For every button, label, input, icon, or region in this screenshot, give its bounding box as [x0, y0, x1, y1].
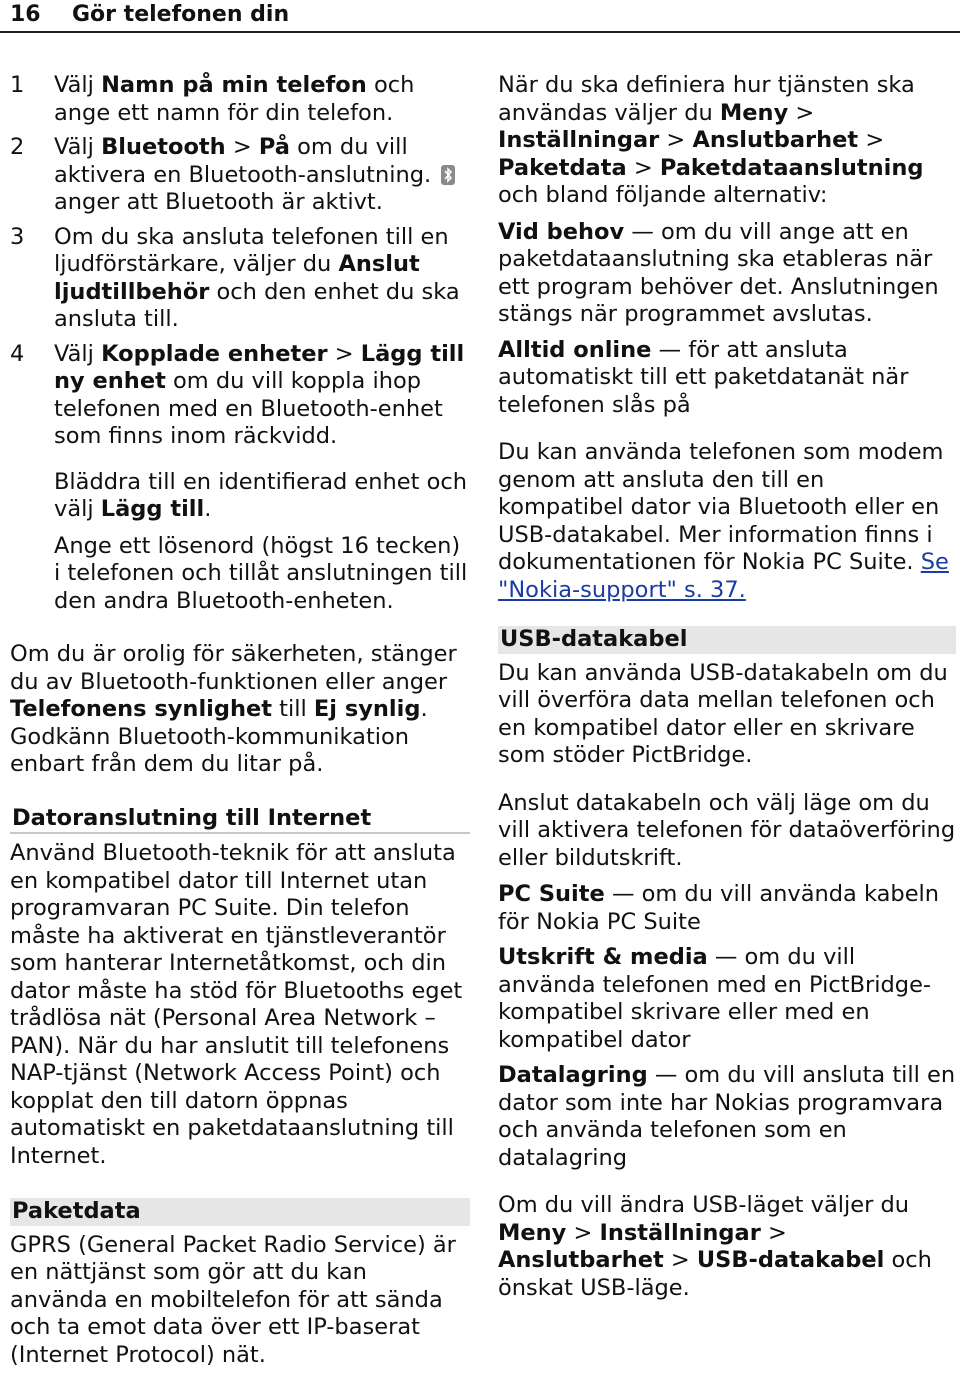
option-term: Alltid online [498, 336, 652, 363]
page-header [0, 0, 960, 33]
ui-term: Kopplade enheter [101, 340, 328, 367]
ui-term: Inställningar [599, 1219, 761, 1246]
ui-term: Meny [719, 99, 789, 126]
step-number: 1 [10, 72, 25, 98]
paketdata-paragraph: GPRS (General Packet Radio Service) är en nättjänst som gör att du kan använda en mobiltelefon för att sända och ta emot data över ett IP-baserat (Internet Protocol) nät. [10, 1231, 456, 1368]
ui-term: Bluetooth [101, 134, 226, 160]
step-text: och ange ett namn för din telefon. [54, 72, 415, 126]
modem-paragraph: Du kan använda telefonen som modem genom att ansluta den till en kompatibel dator via Bluetooth eller en USB-datakabel. Mer information finns i dokumentationen för Nokia PC Suite. Se "Nokia-support" s. 37. [498, 439, 949, 603]
step-number: 3 [10, 223, 25, 250]
left-column [10, 72, 470, 1378]
step-text: Välj [54, 134, 102, 160]
option-term: Vid behov [498, 218, 625, 245]
step-text: om du vill aktivera en Bluetooth-anslutning. [54, 134, 439, 188]
step-text: > [225, 134, 259, 160]
step-text: Välj [54, 340, 102, 367]
datoranslutning-paragraph: Använd Bluetooth-teknik för att ansluta en kompatibel dator till Internet utan programvaran PC Suite. Din telefon måste ha aktiverat en tjänstleverantör som hanterar Internetåtkomst, och din dator måste ha stöd för Bluetooths eget trådlösa nät (Personal Area Network – PAN). När du har anslutit till telefonens NAP-tjänst (Network Access Point) och kopplat den till datorn öppnas automatiskt en paketdataanslutning till Internet. [10, 840, 463, 1169]
option-pc-suite: PC Suite — om du vill använda kabeln för Nokia PC Suite [498, 881, 940, 935]
page-number: 16 [10, 2, 41, 27]
heading-usb-datakabel: USB-datakabel [498, 626, 956, 654]
step-number: 4 [10, 340, 25, 367]
step-text: och den enhet du ska ansluta till. [54, 278, 460, 332]
usb-paragraph-1: Du kan använda USB-datakabeln om du vill överföra data mellan telefonen och en kompatibel dator eller en skrivare som stöder PictBridge. [498, 659, 948, 768]
ui-term: USB-datakabel [696, 1247, 885, 1273]
list-item [10, 134, 470, 217]
heading-paketdata: Paketdata [10, 1198, 470, 1226]
step-text: Välj [54, 72, 102, 98]
option-term: Datalagring [498, 1062, 648, 1088]
option-alltid-online: Alltid online — för att ansluta automatiskt till ett paketdatanät när telefonen slås på [498, 336, 909, 418]
option-term: PC Suite [498, 881, 605, 907]
step-4-continuation: Bläddra till en identifierad enhet och välj Lägg till. [54, 468, 467, 522]
step-text: Om du ska ansluta telefonen till en ljudförstärkare, väljer du [54, 223, 449, 277]
nokia-support-link[interactable]: Se "Nokia-support" s. 37. [498, 549, 949, 603]
ui-term: Lägg till [100, 496, 205, 522]
ui-term: Lägg till ny enhet [54, 340, 465, 394]
ui-term: Anslutbarhet [498, 1247, 664, 1273]
step-number: 2 [10, 134, 25, 160]
ui-term: Anslutbarhet [692, 127, 859, 153]
step-text: > [327, 340, 361, 367]
paketdata-settings-intro: När du ska definiera hur tjänsten ska användas väljer du Meny > Inställningar > Anslutbarhet > Paketdata > Paketdataanslutning och bland följande alternativ: [498, 72, 924, 208]
heading-datoranslutning: Datoranslutning till Internet [10, 805, 470, 835]
list-item [10, 72, 470, 127]
step-text: anger att Bluetooth är aktivt. [54, 189, 383, 215]
usb-mode-change-paragraph: Om du vill ändra USB-läget väljer du Meny > Inställningar > Anslutbarhet > USB-datakabel och önskat USB-läge. [498, 1192, 932, 1301]
step-4-passcode-note: Ange ett lösenord (högst 16 tecken) i telefonen och tillåt anslutningen till den andra Bluetooth-enheten. [54, 532, 468, 614]
bluetooth-active-icon [440, 164, 456, 186]
security-paragraph: Om du är orolig för säkerheten, stänger du av Bluetooth-funktionen eller anger Telefonens synlighet till Ej synlig. Godkänn Bluetooth-kommunikation enbart från dem du litar på. [10, 641, 457, 777]
usb-paragraph-2: Anslut datakabeln och välj läge om du vill aktivera telefonen för dataöverföring eller bildutskrift. [498, 789, 956, 871]
ui-term: Inställningar [498, 127, 660, 153]
option-utskrift-media: Utskrift & media — om du vill använda telefonen med en PictBridge-kompatibel skrivare eller med en kompatibel dator [498, 944, 932, 1053]
step-text: om du vill koppla ihop telefonen med en Bluetooth-enhet som finns inom räckvidd. [54, 368, 443, 449]
ui-term: Anslut ljudtillbehör [54, 251, 420, 305]
ui-term: Paketdataanslutning [659, 154, 924, 181]
ui-term: På [258, 134, 290, 160]
steps-list [10, 72, 470, 451]
list-item [10, 224, 470, 334]
option-datalagring: Datalagring — om du vill ansluta till en dator som inte har Nokias programvara och använda telefonen som en datalagring [498, 1062, 956, 1171]
option-term: Utskrift & media [498, 944, 708, 970]
ui-term: Telefonens synlighet [10, 696, 273, 722]
right-column [498, 72, 956, 1311]
ui-term: Paketdata [498, 154, 627, 181]
option-vid-behov: Vid behov — om du vill ange att en paketdataanslutning ska etableras när ett program behöver det. Anslutningen stängs när programmet avslutas. [498, 218, 939, 327]
ui-term: Meny [498, 1219, 567, 1246]
chapter-title: Gör telefonen din [72, 2, 290, 27]
ui-term: Namn på min telefon [101, 72, 367, 98]
list-item [10, 341, 470, 451]
ui-term: Ej synlig [313, 696, 421, 722]
